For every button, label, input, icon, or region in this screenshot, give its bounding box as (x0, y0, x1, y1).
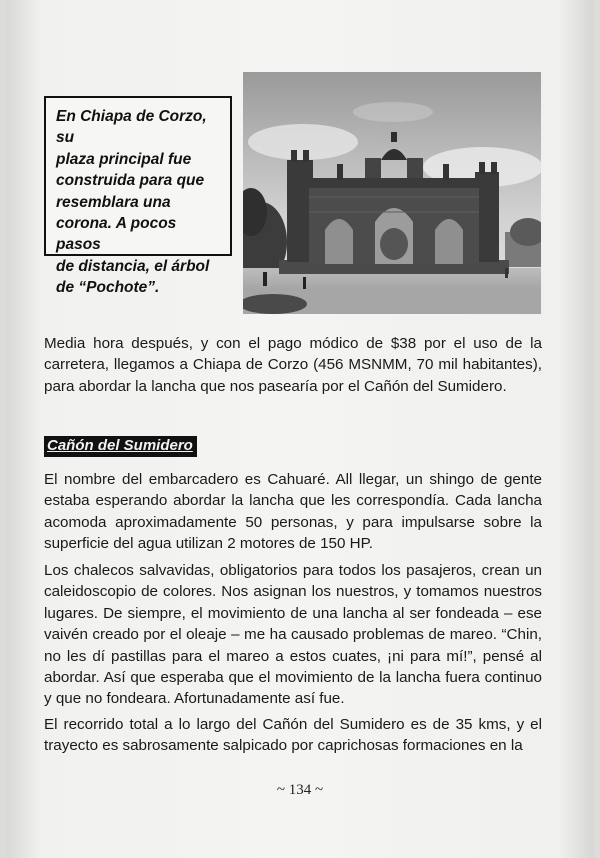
caption-line: plaza principal fue (56, 150, 192, 168)
page-number: ~ 134 ~ (276, 782, 324, 798)
caption-line: corona. A pocos pasos (56, 215, 177, 254)
caption-line: En Chiapa de Corzo, su (56, 108, 207, 147)
book-page (6, 0, 594, 858)
body-paragraph: Los chalecos salvavidas, obligatorios para todos los pasajeros, crean un caleidoscopio de colores. Nos asignan los nuestros, y tomamos nuestros lugares. De siempre, el movimiento de una lancha al ser fondeada – ese vaivén creado por el oleaje – me ha causado problemas de mareo. “Chin, no les dí pastillas para el mareo a estos cuates, ¡ni para mí!”, pensé al abordar. Así que esperaba que el movimiento de la lancha fuera continuo y que no fondeara. Afortunadamente así fue. (44, 562, 542, 708)
body-paragraph: Media hora después, y con el pago módico de $38 por el uso de la carretera, llegamos a Chiapa de Corzo (456 MSNMM, 70 mil habitantes), para abordar la lancha que nos pasearía por el Cañón del Sumidero. (44, 335, 542, 395)
fountain-illustration (243, 72, 541, 314)
body-paragraph: El nombre del embarcadero es Cahuaré. All llegar, un shingo de gente estaba esperando abordar la lancha que les correspondía. Cada lancha acomoda aproximadamente 50 personas, y para impulsarse sobre la superficie del agua utilizan 2 motores de 150 HP. (44, 471, 542, 553)
caption-line: resemblara una (56, 193, 171, 211)
plaza-fountain-photo (243, 72, 541, 314)
photo-caption-box (44, 96, 232, 297)
body-paragraph: El recorrido total a lo largo del Cañón del Sumidero es de 35 kms, y el trayecto es sabrosamente salpicado por caprichosas formaciones en la (44, 716, 542, 755)
caption-line: construida para que (56, 172, 205, 190)
section-heading: Cañón del Sumidero (44, 436, 197, 457)
caption-line: de distancia, el árbol (56, 257, 210, 275)
caption-line: de “Pochote”. (56, 279, 160, 297)
